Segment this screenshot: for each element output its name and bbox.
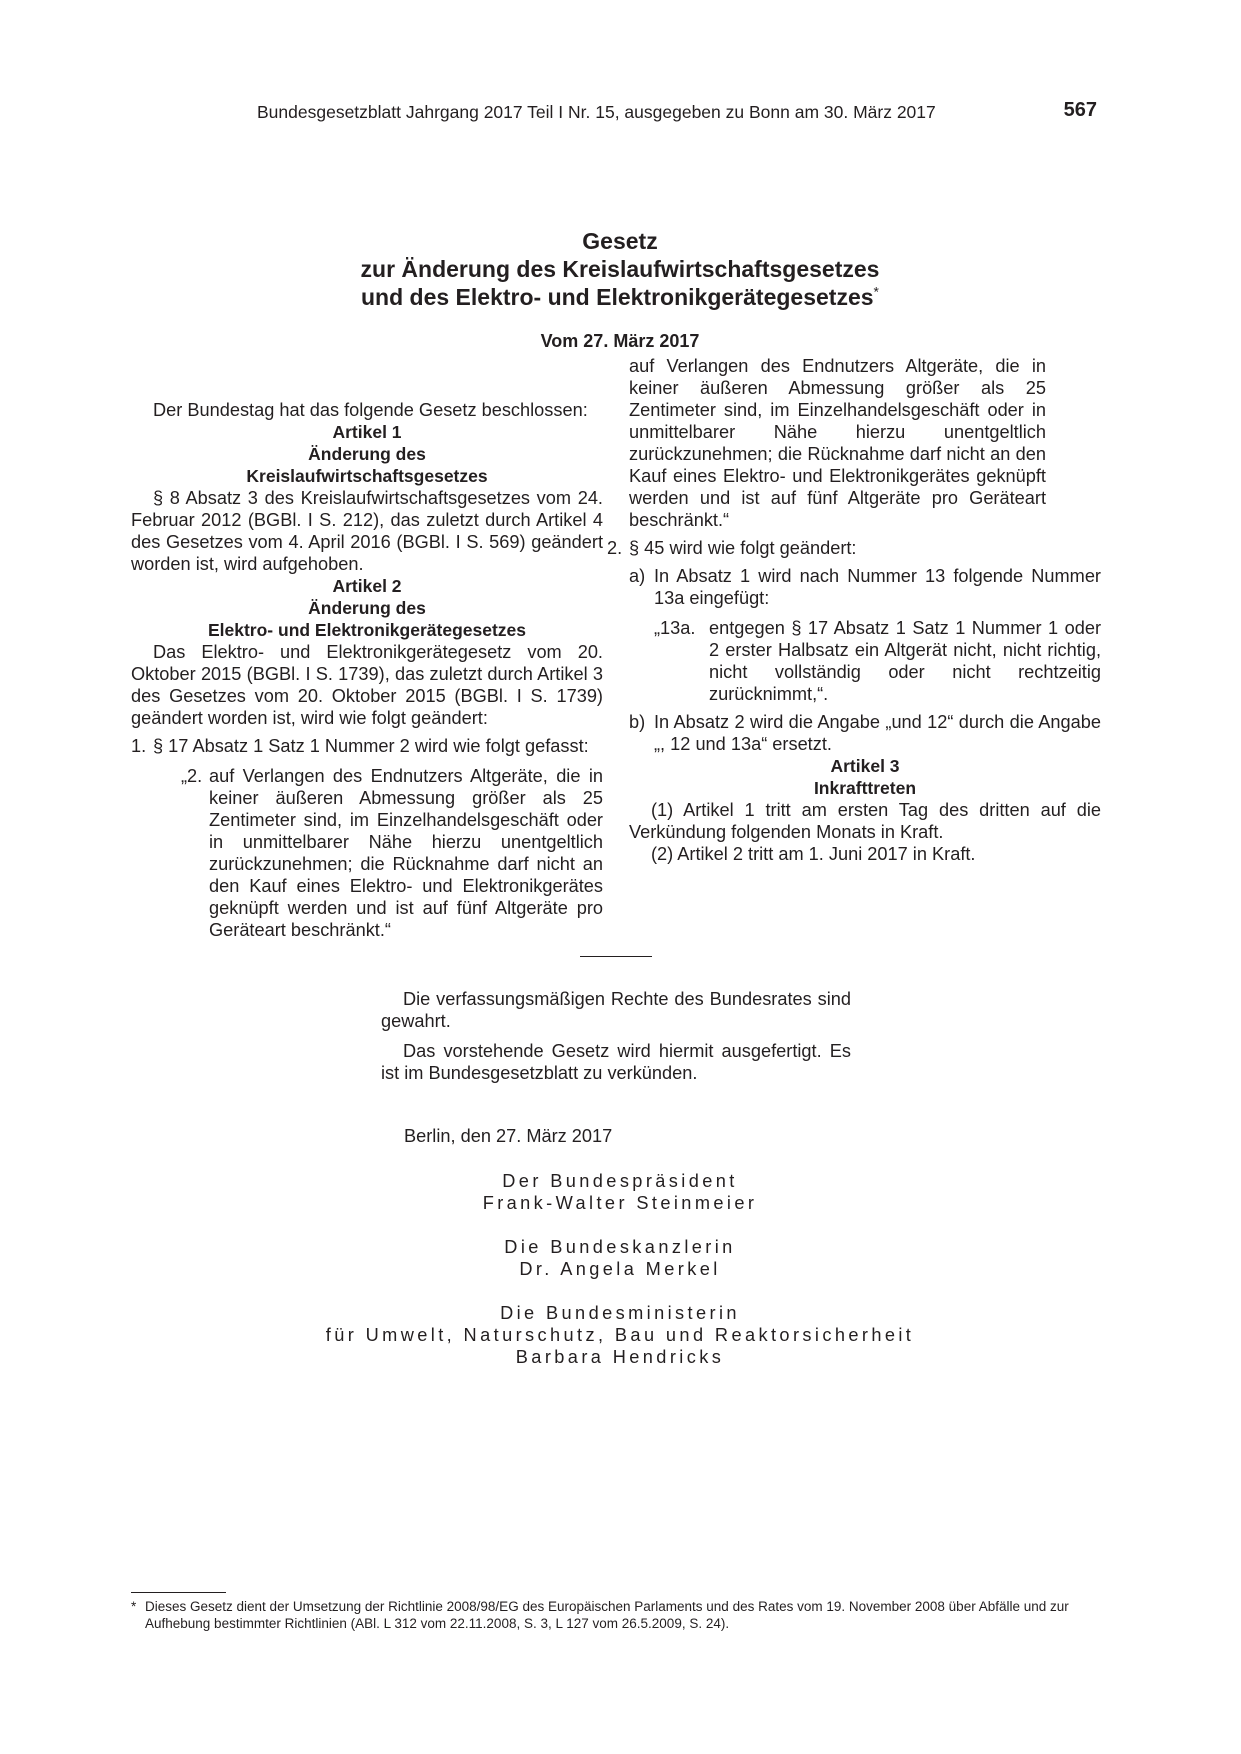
signatory-role: Die Bundeskanzlerin (504, 1237, 736, 1257)
quoted-provision-continuation (629, 356, 1101, 531)
item-1-quote-text-part-1: auf Verlangen des Endnutzers Altgeräte, die in keiner äußeren Abmessung größer als 25 Zentimeter sind, im Einzelhandelsgeschäft oder in unmittelbarer Nähe hierzu unentgeltlich zurückzunehmen; die Rücknahme darf nicht an den Kauf eines Elektro- und Elektronikgerätes geknüpft werden und ist auf fünf Altgeräte pro Geräteart beschränkt.“ (209, 766, 603, 940)
article-2-title-line-1: Änderung des (308, 598, 426, 618)
signature-block (240, 1170, 1000, 1390)
list-item (607, 565, 1101, 609)
signatory-name: Barbara Hendricks (515, 1347, 725, 1367)
right-column (607, 356, 1101, 865)
item-1-label: 1. (131, 736, 147, 756)
section-divider (580, 956, 652, 957)
preamble: Der Bundestag hat das folgende Gesetz beschlossen: (153, 400, 588, 420)
item-1-text: § 17 Absatz 1 Satz 1 Nummer 2 wird wie folgt gefasst: (153, 736, 589, 756)
signatory (240, 1170, 1000, 1214)
item-2b-label: b) (629, 712, 646, 732)
footnote-mark: * (131, 1599, 137, 1614)
signatory-name: Dr. Angela Merkel (519, 1259, 721, 1279)
item-2a-quote-label: „13a. (654, 618, 696, 638)
closing-paragraph-1: Die verfassungsmäßigen Rechte des Bundesrates sind gewahrt. (381, 989, 851, 1031)
closing-paragraph-2: Das vorstehende Gesetz wird hiermit ausgefertigt. Es ist im Bundesgesetzblatt zu verkünden. (381, 1041, 851, 1083)
page-number: 567 (1063, 99, 1097, 121)
article-2-number: Artikel 2 (332, 576, 402, 596)
list-item (131, 735, 603, 757)
title-line-3 (240, 283, 1000, 311)
article-1-number: Artikel 1 (332, 422, 402, 442)
title-line-3-text: und des Elektro- und Elektronikgerätegesetzes (361, 284, 874, 310)
item-2a-label: a) (629, 566, 646, 586)
law-title (240, 227, 1000, 311)
article-2-title-line-2: Elektro- und Elektronikgerätegesetzes (207, 620, 527, 640)
signatory (240, 1236, 1000, 1280)
item-2b-text: In Absatz 2 wird die Angabe „und 12“ durch die Angabe „, 12 und 13a“ ersetzt. (654, 712, 1101, 754)
article-3-paragraph-2: (2) Artikel 2 tritt am 1. Juni 2017 in Kraft. (651, 844, 976, 864)
article-1-text: § 8 Absatz 3 des Kreislaufwirtschaftsgesetzes vom 24. Februar 2012 (BGBl. I S. 212), das zuletzt durch Artikel 4 des Gesetzes vom 4. April 2016 (BGBl. I S. 569) geändert worden ist, wird aufgehoben. (131, 488, 603, 574)
article-1-title-line-2: Kreislaufwirtschaftsgesetzes (246, 466, 488, 486)
footnote-divider (131, 1592, 226, 1593)
item-2-text: § 45 wird wie folgt geändert: (629, 538, 857, 558)
closing-formula (381, 988, 851, 1092)
signatory (240, 1302, 1000, 1368)
place-and-date: Berlin, den 27. März 2017 (404, 1126, 613, 1146)
article-1-title-line-1: Änderung des (308, 444, 426, 464)
signatory-role: Die Bundesministerin (500, 1303, 740, 1323)
quoted-provision (131, 765, 603, 940)
signatory-name: Frank-Walter Steinmeier (482, 1193, 758, 1213)
title-line-1: Gesetz (582, 228, 658, 254)
article-3-paragraph-1: (1) Artikel 1 tritt am ersten Tag des dritten auf die Verkündung folgenden Monats in Kraft. (629, 800, 1101, 842)
footnote (131, 1598, 1101, 1632)
title-line-2: zur Änderung des Kreislaufwirtschaftsgesetzes (360, 256, 880, 282)
signatory-role-detail: für Umwelt, Naturschutz, Bau und Reaktorsicherheit (325, 1325, 915, 1345)
item-1-quote-text-part-2 (629, 355, 1046, 531)
list-item (607, 711, 1101, 755)
article-3-number: Artikel 3 (830, 756, 900, 776)
footnote-reference[interactable]: * (873, 283, 879, 300)
item-2-label: 2. (607, 538, 623, 558)
signatory-role: Der Bundespräsident (502, 1171, 738, 1191)
list-item (607, 537, 1101, 559)
footnote-text: Dieses Gesetz dient der Umsetzung der Richtlinie 2008/98/EG des Europäischen Parlaments und des Rates vom 19. November 2008 über Abfälle und zur Aufhebung bestimmter Richtlinien (ABl. L 312 vom 22.11.2008, S. 3, L 127 vom 26.5.2009, S. 24). (145, 1599, 1069, 1631)
article-2-intro: Das Elektro- und Elektronikgerätegesetz vom 20. Oktober 2015 (BGBl. I S. 1739), das zuletzt durch Artikel 3 des Gesetzes vom 20. Oktober 2015 (BGBl. I S. 1739) geändert worden ist, wird wie folgt geändert: (131, 642, 603, 728)
law-date: Vom 27. März 2017 (540, 331, 700, 351)
item-1-quote-label: „2. (181, 766, 203, 786)
article-3-title: Inkrafttreten (813, 778, 917, 798)
running-title: Bundesgesetzblatt Jahrgang 2017 Teil I Nr. 15, ausgegeben zu Bonn am 30. März 2017 (257, 102, 936, 122)
item-1-quote-text-continued: auf Verlangen des Endnutzers Altgeräte, die in keiner äußeren Abmessung größer als 25 Zentimeter sind, im Einzelhandelsgeschäft oder in unmittelbarer Nähe hierzu unentgeltlich zurückzunehmen; die Rücknahme darf nicht an den Kauf eines Elektro- und Elektronikgerätes geknüpft werden und ist auf fünf Altgeräte pro Geräteart beschränkt.“ (629, 356, 1046, 530)
quoted-provision (607, 617, 1101, 705)
running-header (257, 101, 1097, 125)
item-2a-quote-text: entgegen § 17 Absatz 1 Satz 1 Nummer 1 oder 2 erster Halbsatz ein Altgerät nicht, nicht richtig, nicht vollständig oder nicht rechtzeitig zurücknimmt,“. (709, 618, 1101, 704)
left-column (131, 399, 603, 940)
item-2a-text: In Absatz 1 wird nach Nummer 13 folgende Nummer 13a eingefügt: (654, 566, 1101, 608)
